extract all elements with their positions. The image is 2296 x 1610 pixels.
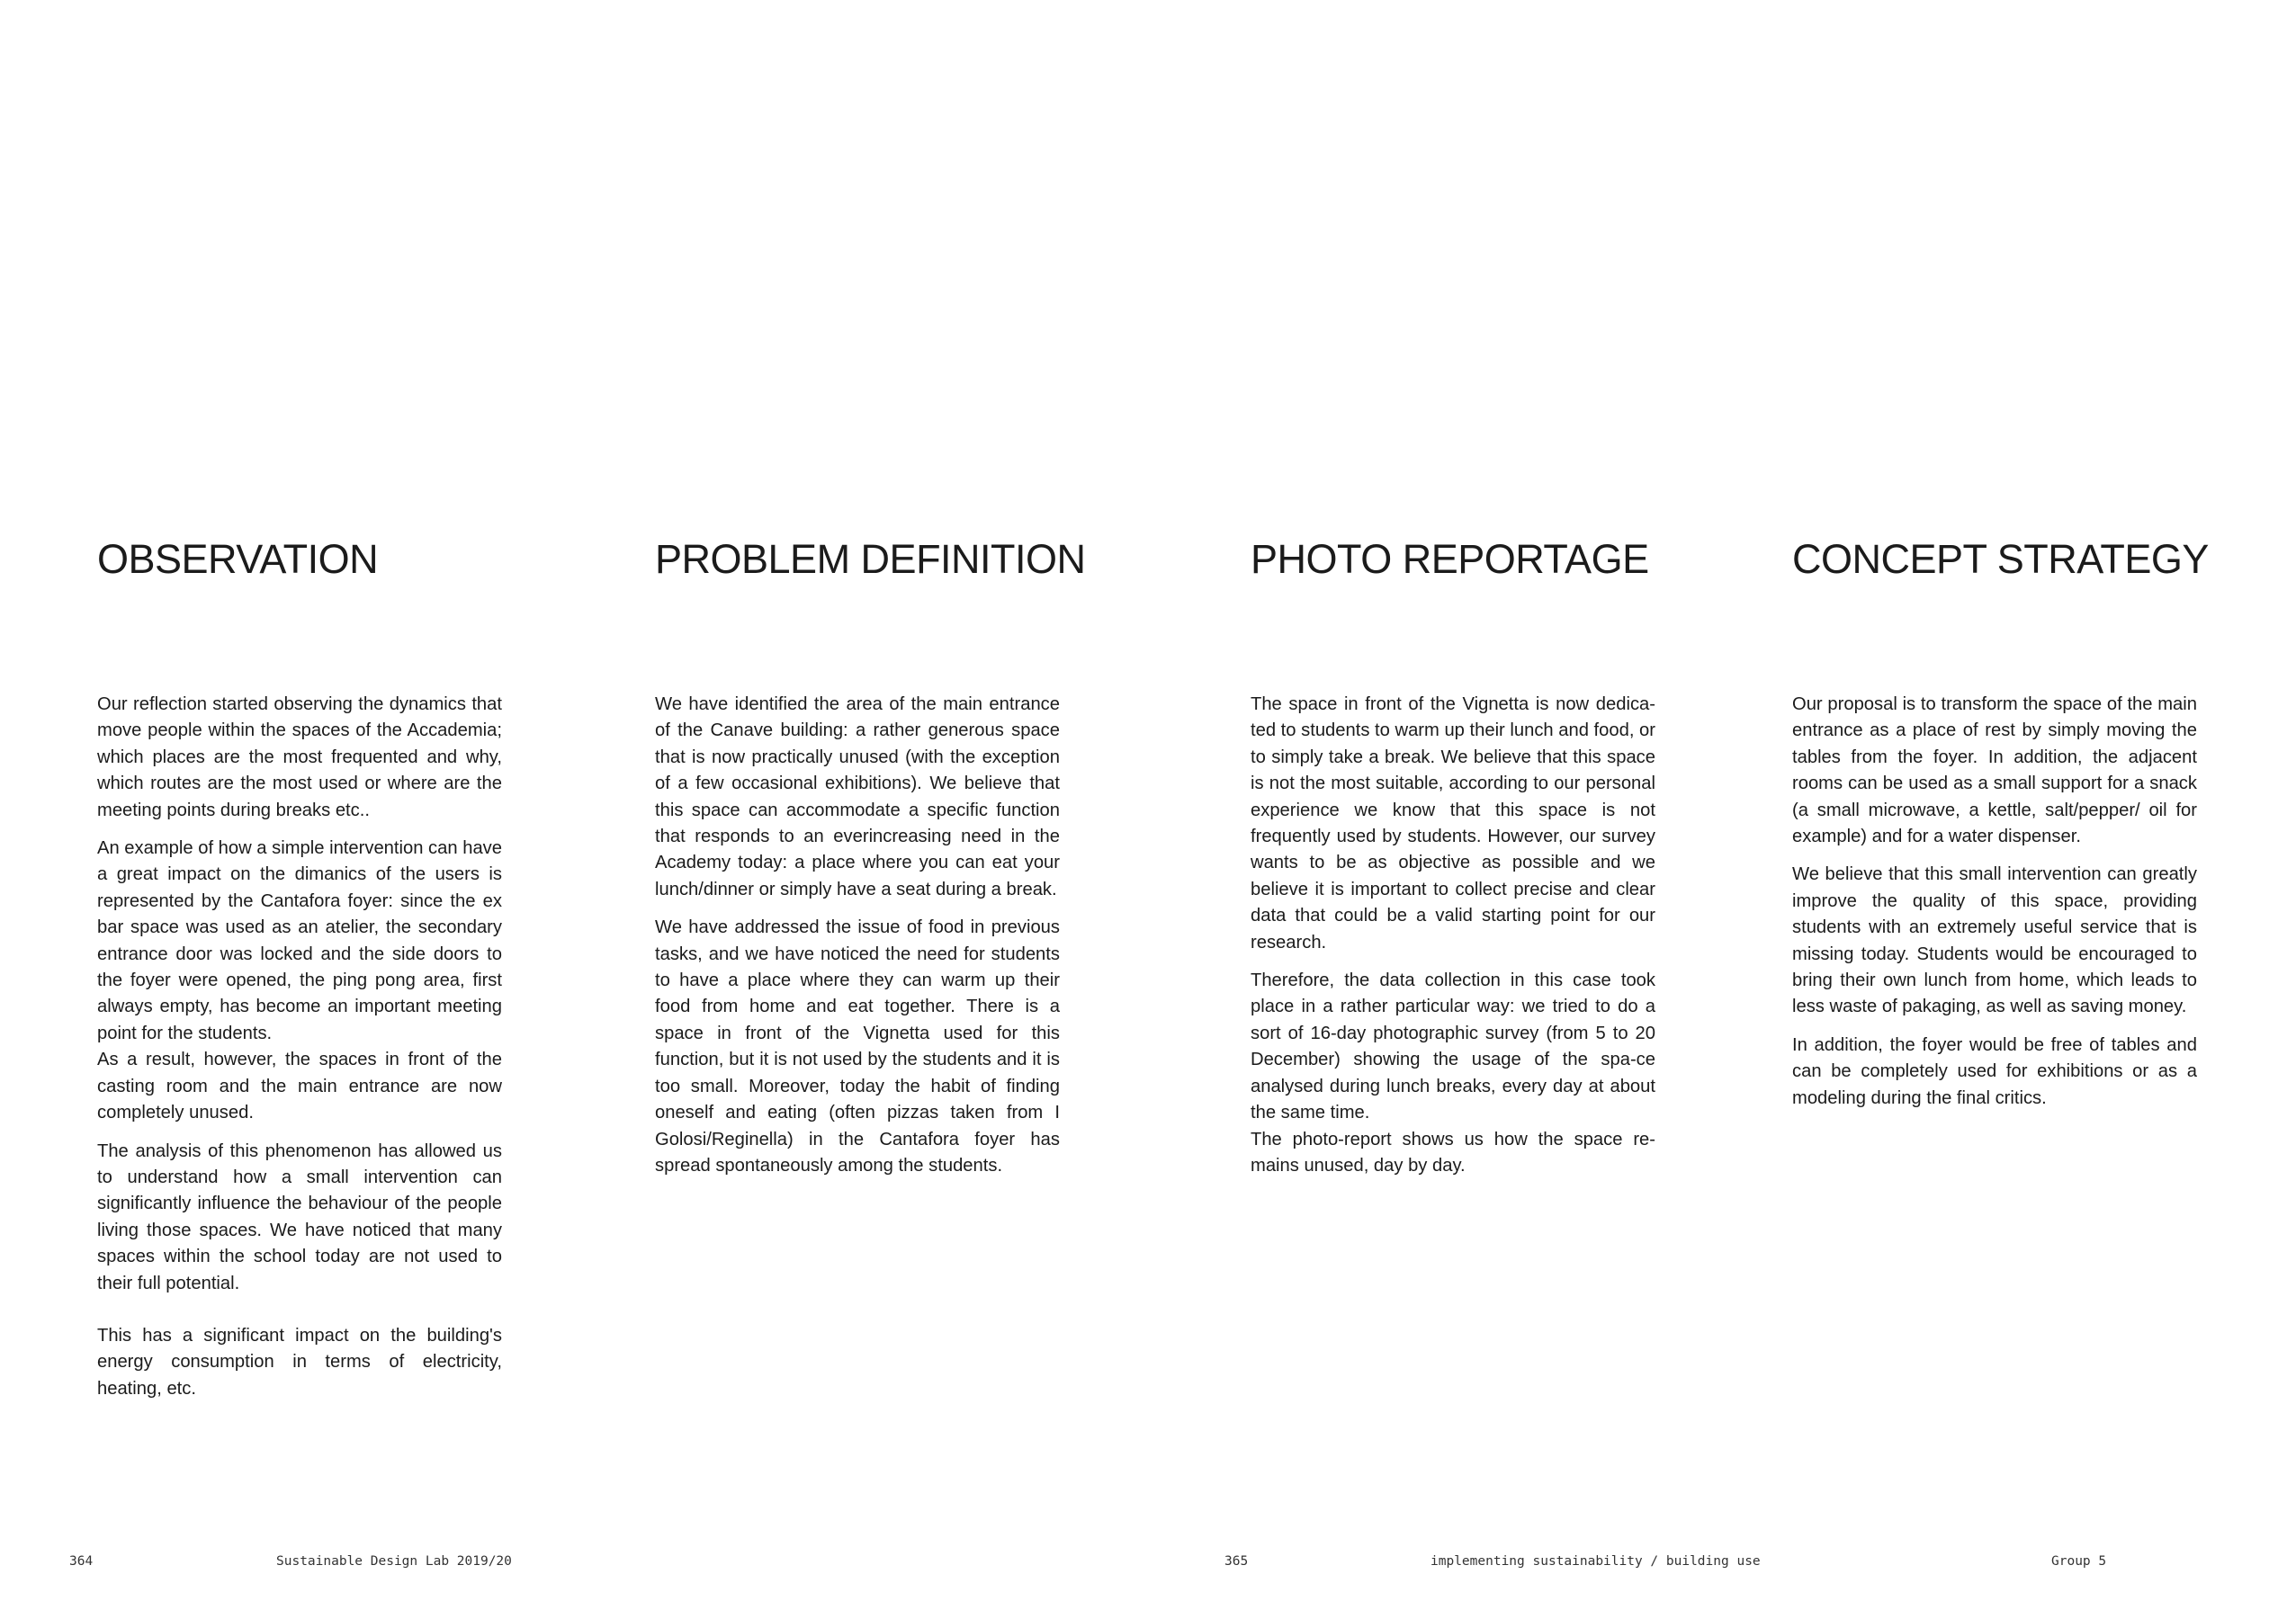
observation-paragraph: Our reflection started observing the dynamics that move people within the spaces of the Accademia; which places are the most frequented and why, which routes are the most used or where are the meeting points during breaks etc..: [97, 694, 502, 820]
problem-definition-paragraph: We have identified the area of the main entrance of the Canave building: a rather generous space that is now practically unused (with the exception of a few occasional exhibitions). We believe that this space can accommodate a specific function that responds to an everincreasing need in the Academy today: a place where you can eat your lunch/dinner or simply have a seat during a break.: [655, 694, 1060, 899]
photo-reportage-paragraph: The space in front of the Vignetta is now dedica-ted to students to warm up their lunch and food, or to simply take a break. We believe that this space is not the most suitable, according to our personal experience we know that this space is not frequently used by students. However, our survey wants to be as objective as possible and we believe it is important to collect precise and clear data that could be a valid starting point for our research.: [1251, 694, 1655, 953]
concept-strategy-paragraph: In addition, the foyer would be free of tables and can be completely used for exhibitions or as a modeling during the final critics.: [1792, 1034, 2197, 1108]
photo-reportage-body: [1251, 692, 1655, 1179]
concept-strategy-column: [1792, 531, 2209, 1123]
observation-heading: OBSERVATION: [97, 536, 379, 582]
concept-strategy-heading: CONCEPT STRATEGY: [1792, 536, 2209, 582]
problem-definition-column: [655, 531, 1086, 1191]
photo-reportage-paragraph: Therefore, the data collection in this case took place in a rather particular way: we tried to do a sort of 16-day photographic survey (from 5 to 20 December) showing the usage of the spa-ce analysed during lunch breaks, every day at about the same time. The photo-report shows us how the space re-mains unused, day by day.: [1251, 970, 1655, 1176]
concept-strategy-body: [1792, 692, 2197, 1112]
right-footer-title: implementing sustainability / building use: [1431, 1554, 1761, 1569]
observation-paragraph: An example of how a simple intervention can have a great impact on the dimanics of the users is represented by the Cantafora foyer: since the ex bar space was used as an atelier, the secondary entrance door was locked and the side doors to the foyer were opened, the ping pong area, first always empty, has become an important meeting point for the students. As a result, however, the spaces in front of the casting room and the main entrance are now completely unused.: [97, 838, 502, 1123]
observation-paragraph: The analysis of this phenomenon has allowed us to understand how a small intervention can significantly influence the behaviour of the people living those spaces. We have noticed that many spaces within the school today are not used to their full potential.: [97, 1140, 502, 1293]
left-footer-title: Sustainable Design Lab 2019/20: [276, 1554, 512, 1569]
concept-strategy-paragraph: We believe that this small intervention can greatly improve the quality of this space, providing students with an extremely useful service that is missing today. Students would be encouraged to bring their own lunch from home, which leads to less waste of pakaging, as well as saving money.: [1792, 864, 2197, 1017]
right-page-number: 365: [1224, 1554, 1249, 1569]
problem-definition-paragraph: We have addressed the issue of food in previous tasks, and we have noticed the need for students to have a place where they can warm up their food from home and eat together. There is a space in front of the Vignetta used for this function, but it is not used by the students and it is too small. Moreover, today the habit of finding oneself and eating (often pizzas taken from I Golosi/Reginella) in the Cantafora foyer has spread spontaneously among the students.: [655, 917, 1060, 1176]
left-page-number: 364: [69, 1554, 94, 1569]
photo-reportage-heading: PHOTO REPORTAGE: [1251, 536, 1649, 582]
problem-definition-body: [655, 692, 1060, 1179]
observation-body: [97, 692, 502, 1402]
observation-column: [97, 531, 502, 1414]
photo-reportage-column: [1251, 531, 1655, 1191]
observation-paragraph: This has a significant impact on the building's energy consumption in terms of electricity, heating, etc.: [97, 1325, 502, 1399]
concept-strategy-paragraph: Our proposal is to transform the space of the main entrance as a place of rest by simply moving the tables from the foyer. In addition, the adjacent rooms can be used as a small support for a snack (a small microwave, a kettle, salt/pepper/ oil for example) and for a water dispenser.: [1792, 694, 2197, 847]
group-label: Group 5: [2051, 1554, 2107, 1569]
problem-definition-heading: PROBLEM DEFINITION: [655, 536, 1086, 582]
